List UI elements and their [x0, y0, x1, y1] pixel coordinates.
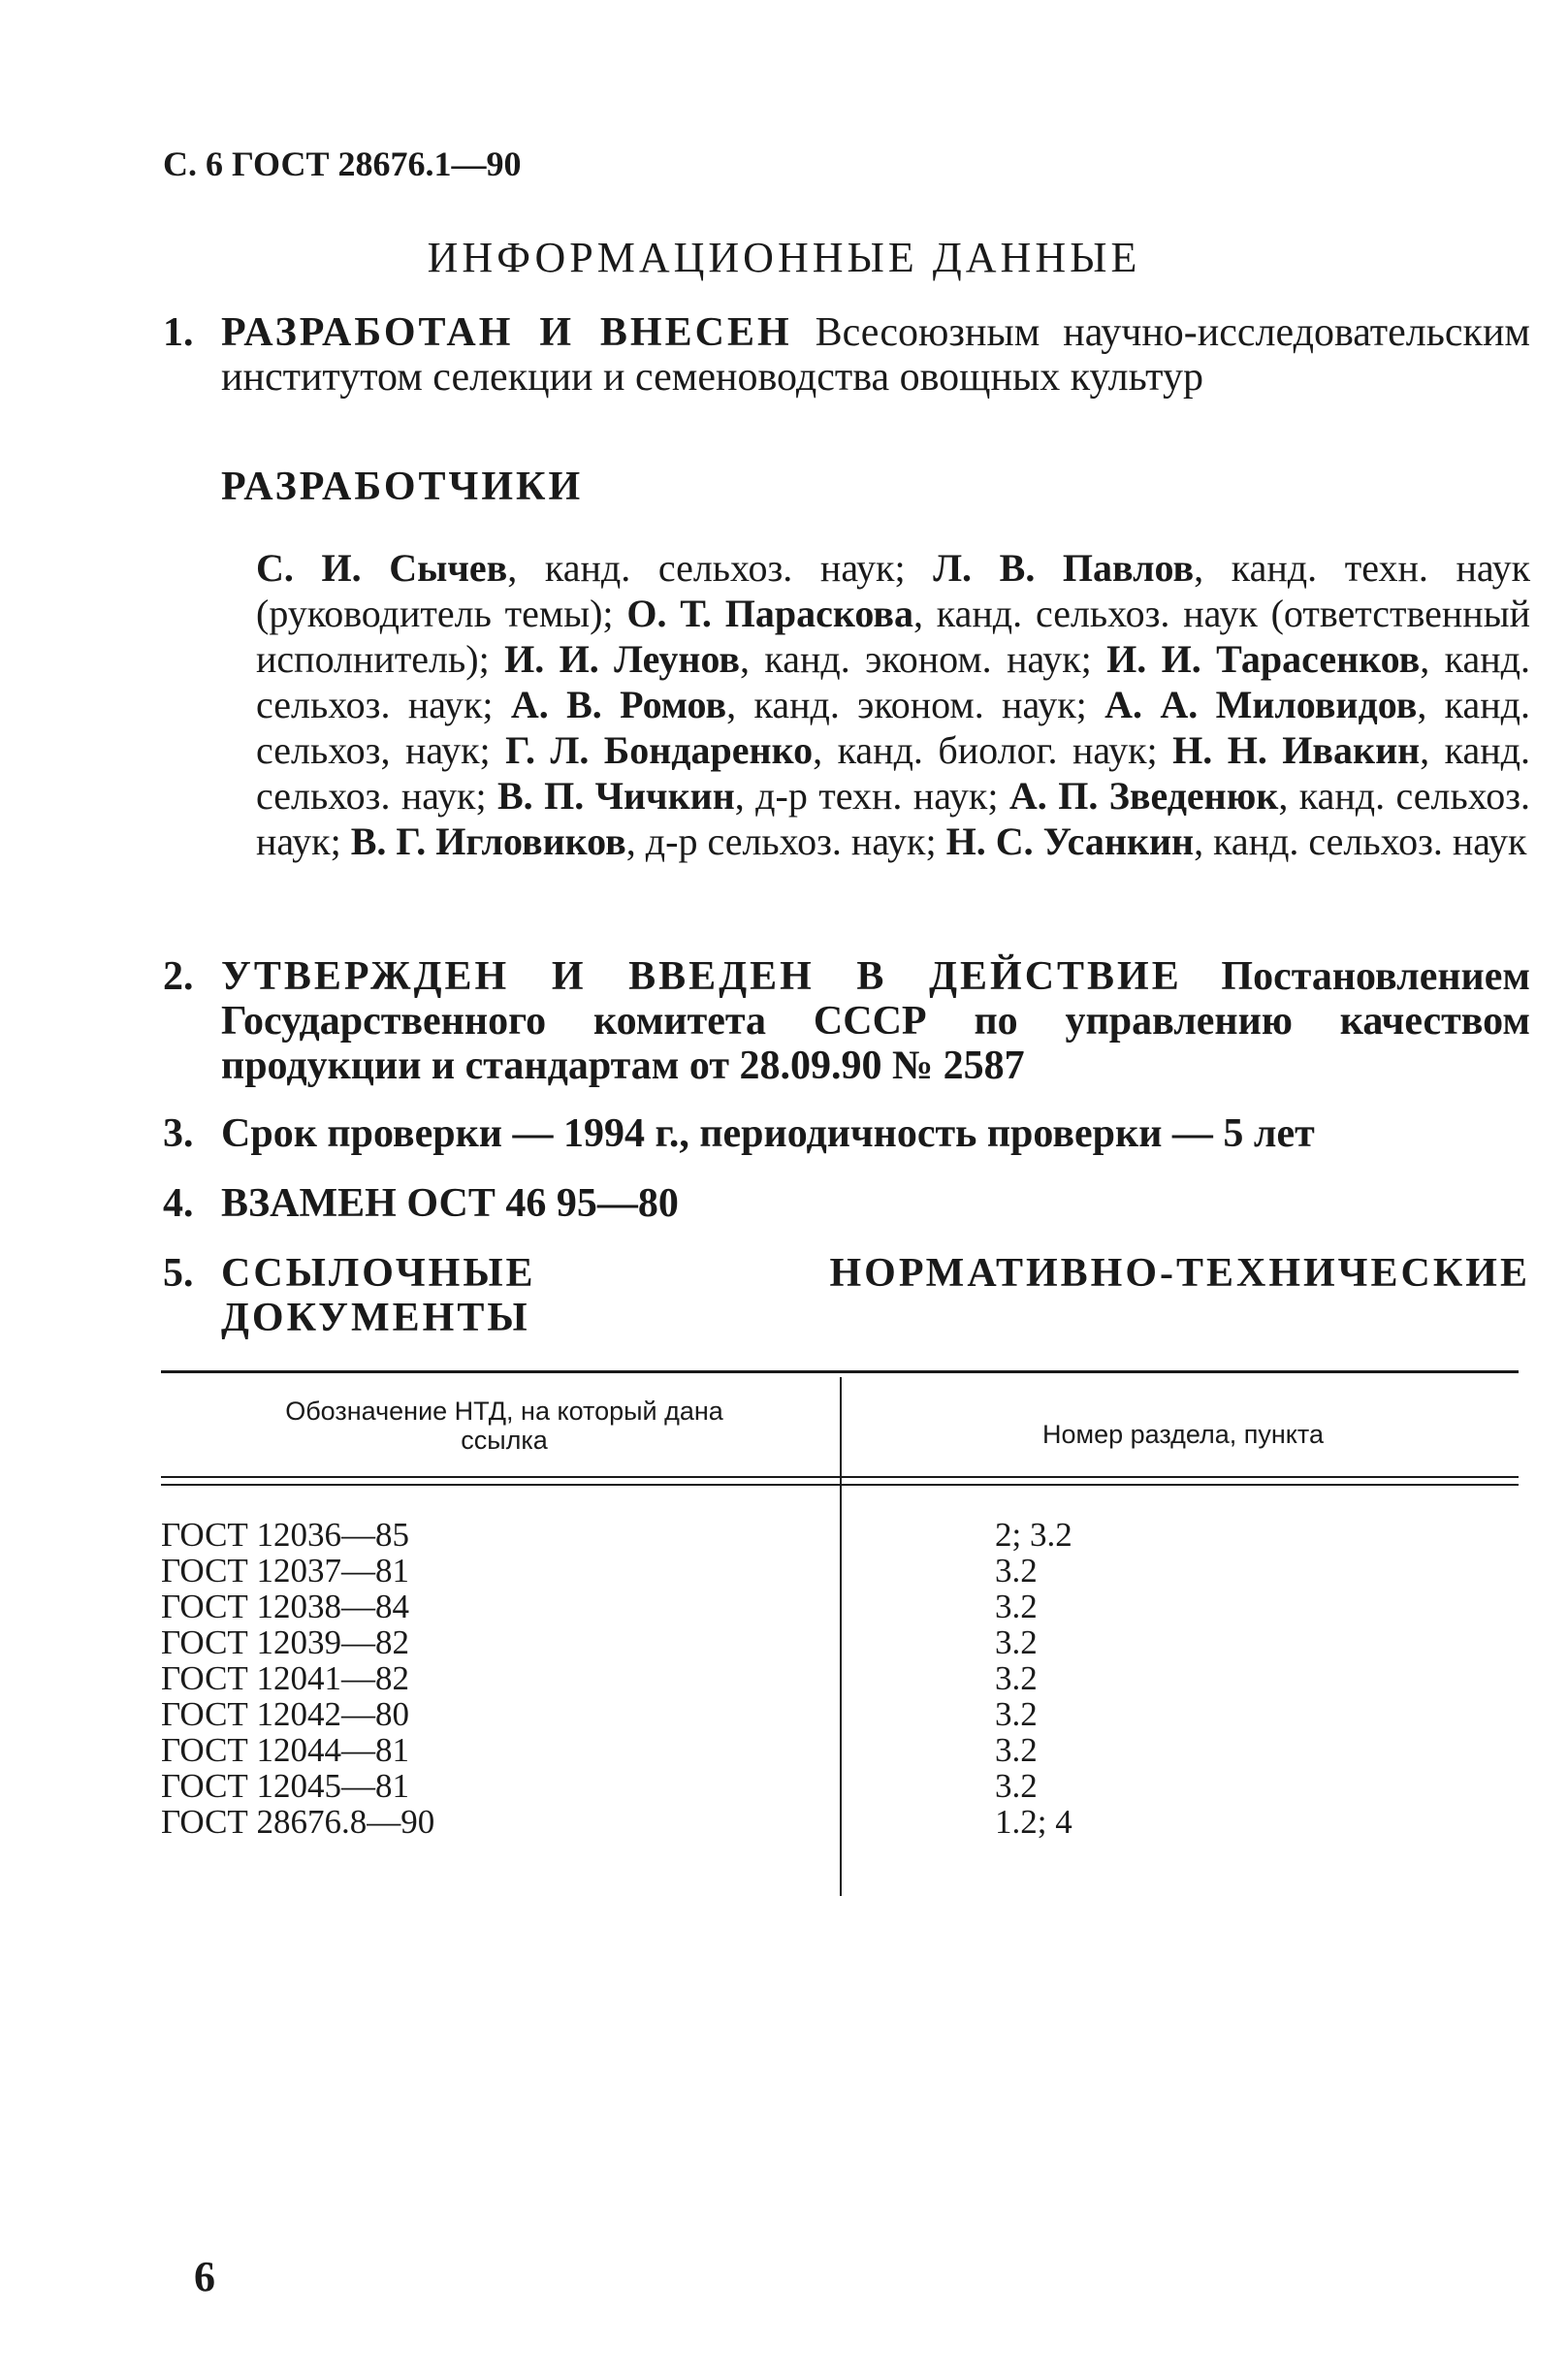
- item-body: [221, 1251, 1530, 1340]
- developer-title: , канд. сельхоз. наук;: [507, 546, 934, 590]
- table-row: [161, 1768, 1519, 1804]
- table-cell-section: 2; 3.2: [995, 1516, 1072, 1554]
- developer-title: , канд. биолог. наук;: [813, 728, 1173, 772]
- developer-name: А. П. Зведенюк: [1008, 774, 1279, 818]
- table-cell-section: 3.2: [995, 1623, 1038, 1661]
- page-number: 6: [194, 2253, 215, 2300]
- developer-title: , канд. сельхоз. наук (ответственный исполнитель);: [256, 592, 1530, 681]
- table-cell-document: ГОСТ 12045—81: [161, 1767, 410, 1805]
- table-cell-document: ГОСТ 12037—81: [161, 1552, 410, 1590]
- developer-name: А. А. Миловидов: [1104, 683, 1418, 726]
- item-body: [221, 954, 1530, 1088]
- developer-title: , д-р техн. наук;: [734, 774, 1009, 818]
- developer-name: Л. В. Павлов: [933, 546, 1195, 590]
- table-header-document: Обозначение НТД, на который дана ссылка: [285, 1397, 723, 1455]
- table-cell-document: ГОСТ 12039—82: [161, 1623, 410, 1661]
- developer-title: , канд. техн. наук (руководитель темы);: [256, 546, 1531, 635]
- info-item-replaces: [163, 1181, 1530, 1226]
- table-top-rule: [161, 1370, 1519, 1373]
- table-cell-document: ГОСТ 12036—85: [161, 1516, 410, 1554]
- table-row: [161, 1624, 1519, 1660]
- table-row: [161, 1696, 1519, 1732]
- table-cell-document: ГОСТ 12044—81: [161, 1731, 410, 1769]
- item-number: 1.: [163, 310, 194, 355]
- table-cell-section: 3.2: [995, 1552, 1038, 1590]
- developer-name: И. И. Тарасенков: [1106, 637, 1421, 681]
- item-body: [221, 310, 1530, 400]
- table-cell-document: ГОСТ 12042—80: [161, 1695, 410, 1733]
- page-header: С. 6 ГОСТ 28676.1—90: [163, 145, 522, 183]
- item-heading: ССЫЛОЧНЫЕ НОРМАТИВНО-ТЕХНИЧЕСКИЕ ДОКУМЕНТЫ: [221, 1251, 1530, 1340]
- item-number: 2.: [163, 954, 194, 999]
- developer-name: Г. Л. Бондаренко: [505, 728, 814, 772]
- table-row: [161, 1589, 1519, 1624]
- item-number: 3.: [163, 1111, 194, 1156]
- developer-title: , канд. сельхоз. наук;: [256, 728, 1530, 818]
- developer-name: Н. Н. Ивакин: [1172, 728, 1421, 772]
- developer-title: , канд. эконом. наук;: [740, 637, 1107, 681]
- table-cell-section: 3.2: [995, 1767, 1038, 1805]
- developers-heading: РАЗРАБОТЧИКИ: [221, 465, 584, 509]
- developer-name: Н. С. Усанкин: [945, 819, 1195, 863]
- developer-title: , д-р сельхоз. наук;: [625, 819, 946, 863]
- table-cell-document: ГОСТ 28676.8—90: [161, 1803, 435, 1841]
- table-row: [161, 1732, 1519, 1768]
- developer-name: С. И. Сычев: [256, 546, 508, 590]
- table-cell-section: 3.2: [995, 1588, 1038, 1625]
- reference-table-body: [161, 1517, 1519, 1840]
- table-cell-section: 3.2: [995, 1659, 1038, 1697]
- developer-name: В. П. Чичкин: [497, 774, 735, 818]
- developers-list: [256, 545, 1530, 864]
- item-text: Срок проверки — 1994 г., периодичность проверки — 5 лет: [221, 1111, 1315, 1156]
- developer-title: , канд. сельхоз. наук;: [256, 637, 1530, 726]
- developer-name: И. И. Леунов: [504, 637, 741, 681]
- info-item-review-period: [163, 1111, 1530, 1156]
- item-number: 5.: [163, 1251, 194, 1296]
- info-item-developed: [163, 310, 1530, 400]
- table-row: [161, 1660, 1519, 1696]
- table-cell-section: 3.2: [995, 1731, 1038, 1769]
- developer-name: В. Г. Игловиков: [350, 819, 626, 863]
- item-text: Всесоюзным научно-исследовательским институтом селекции и семеноводства овощных культур: [221, 310, 1531, 400]
- developer-title: , канд. сельхоз. наук: [1194, 819, 1527, 863]
- table-cell-section: 3.2: [995, 1695, 1038, 1733]
- item-number: 4.: [163, 1181, 194, 1226]
- developer-title: , канд. эконом. наук;: [726, 683, 1105, 726]
- item-text: Постановлением Государственного комитета СССР по управлению качеством продукции и стандартам от 28.09.90 № 2587: [221, 954, 1530, 1088]
- item-heading: РАЗРАБОТАН И ВНЕСЕН: [221, 310, 792, 355]
- developer-title: , канд. сельхоз. наук;: [256, 774, 1531, 863]
- info-item-references: [163, 1251, 1530, 1340]
- table-row: [161, 1517, 1519, 1553]
- section-title: ИНФОРМАЦИОННЫЕ ДАННЫЕ: [427, 234, 1141, 281]
- table-header-section: Номер раздела, пункта: [1042, 1420, 1324, 1449]
- developer-title: , канд. сельхоз, наук;: [256, 683, 1531, 772]
- item-text: ВЗАМЕН ОСТ 46 95—80: [221, 1181, 679, 1226]
- table-cell-section: 1.2; 4: [995, 1803, 1072, 1841]
- table-cell-document: ГОСТ 12038—84: [161, 1588, 410, 1625]
- table-row: [161, 1553, 1519, 1589]
- table-row: [161, 1804, 1519, 1840]
- developer-name: О. Т. Параскова: [626, 592, 913, 635]
- info-item-approved: [163, 954, 1530, 1088]
- table-cell-document: ГОСТ 12041—82: [161, 1659, 410, 1697]
- item-heading: УТВЕРЖДЕН И ВВЕДЕН В ДЕЙСТВИЕ: [221, 954, 1182, 999]
- developer-name: А. В. Ромов: [510, 683, 727, 726]
